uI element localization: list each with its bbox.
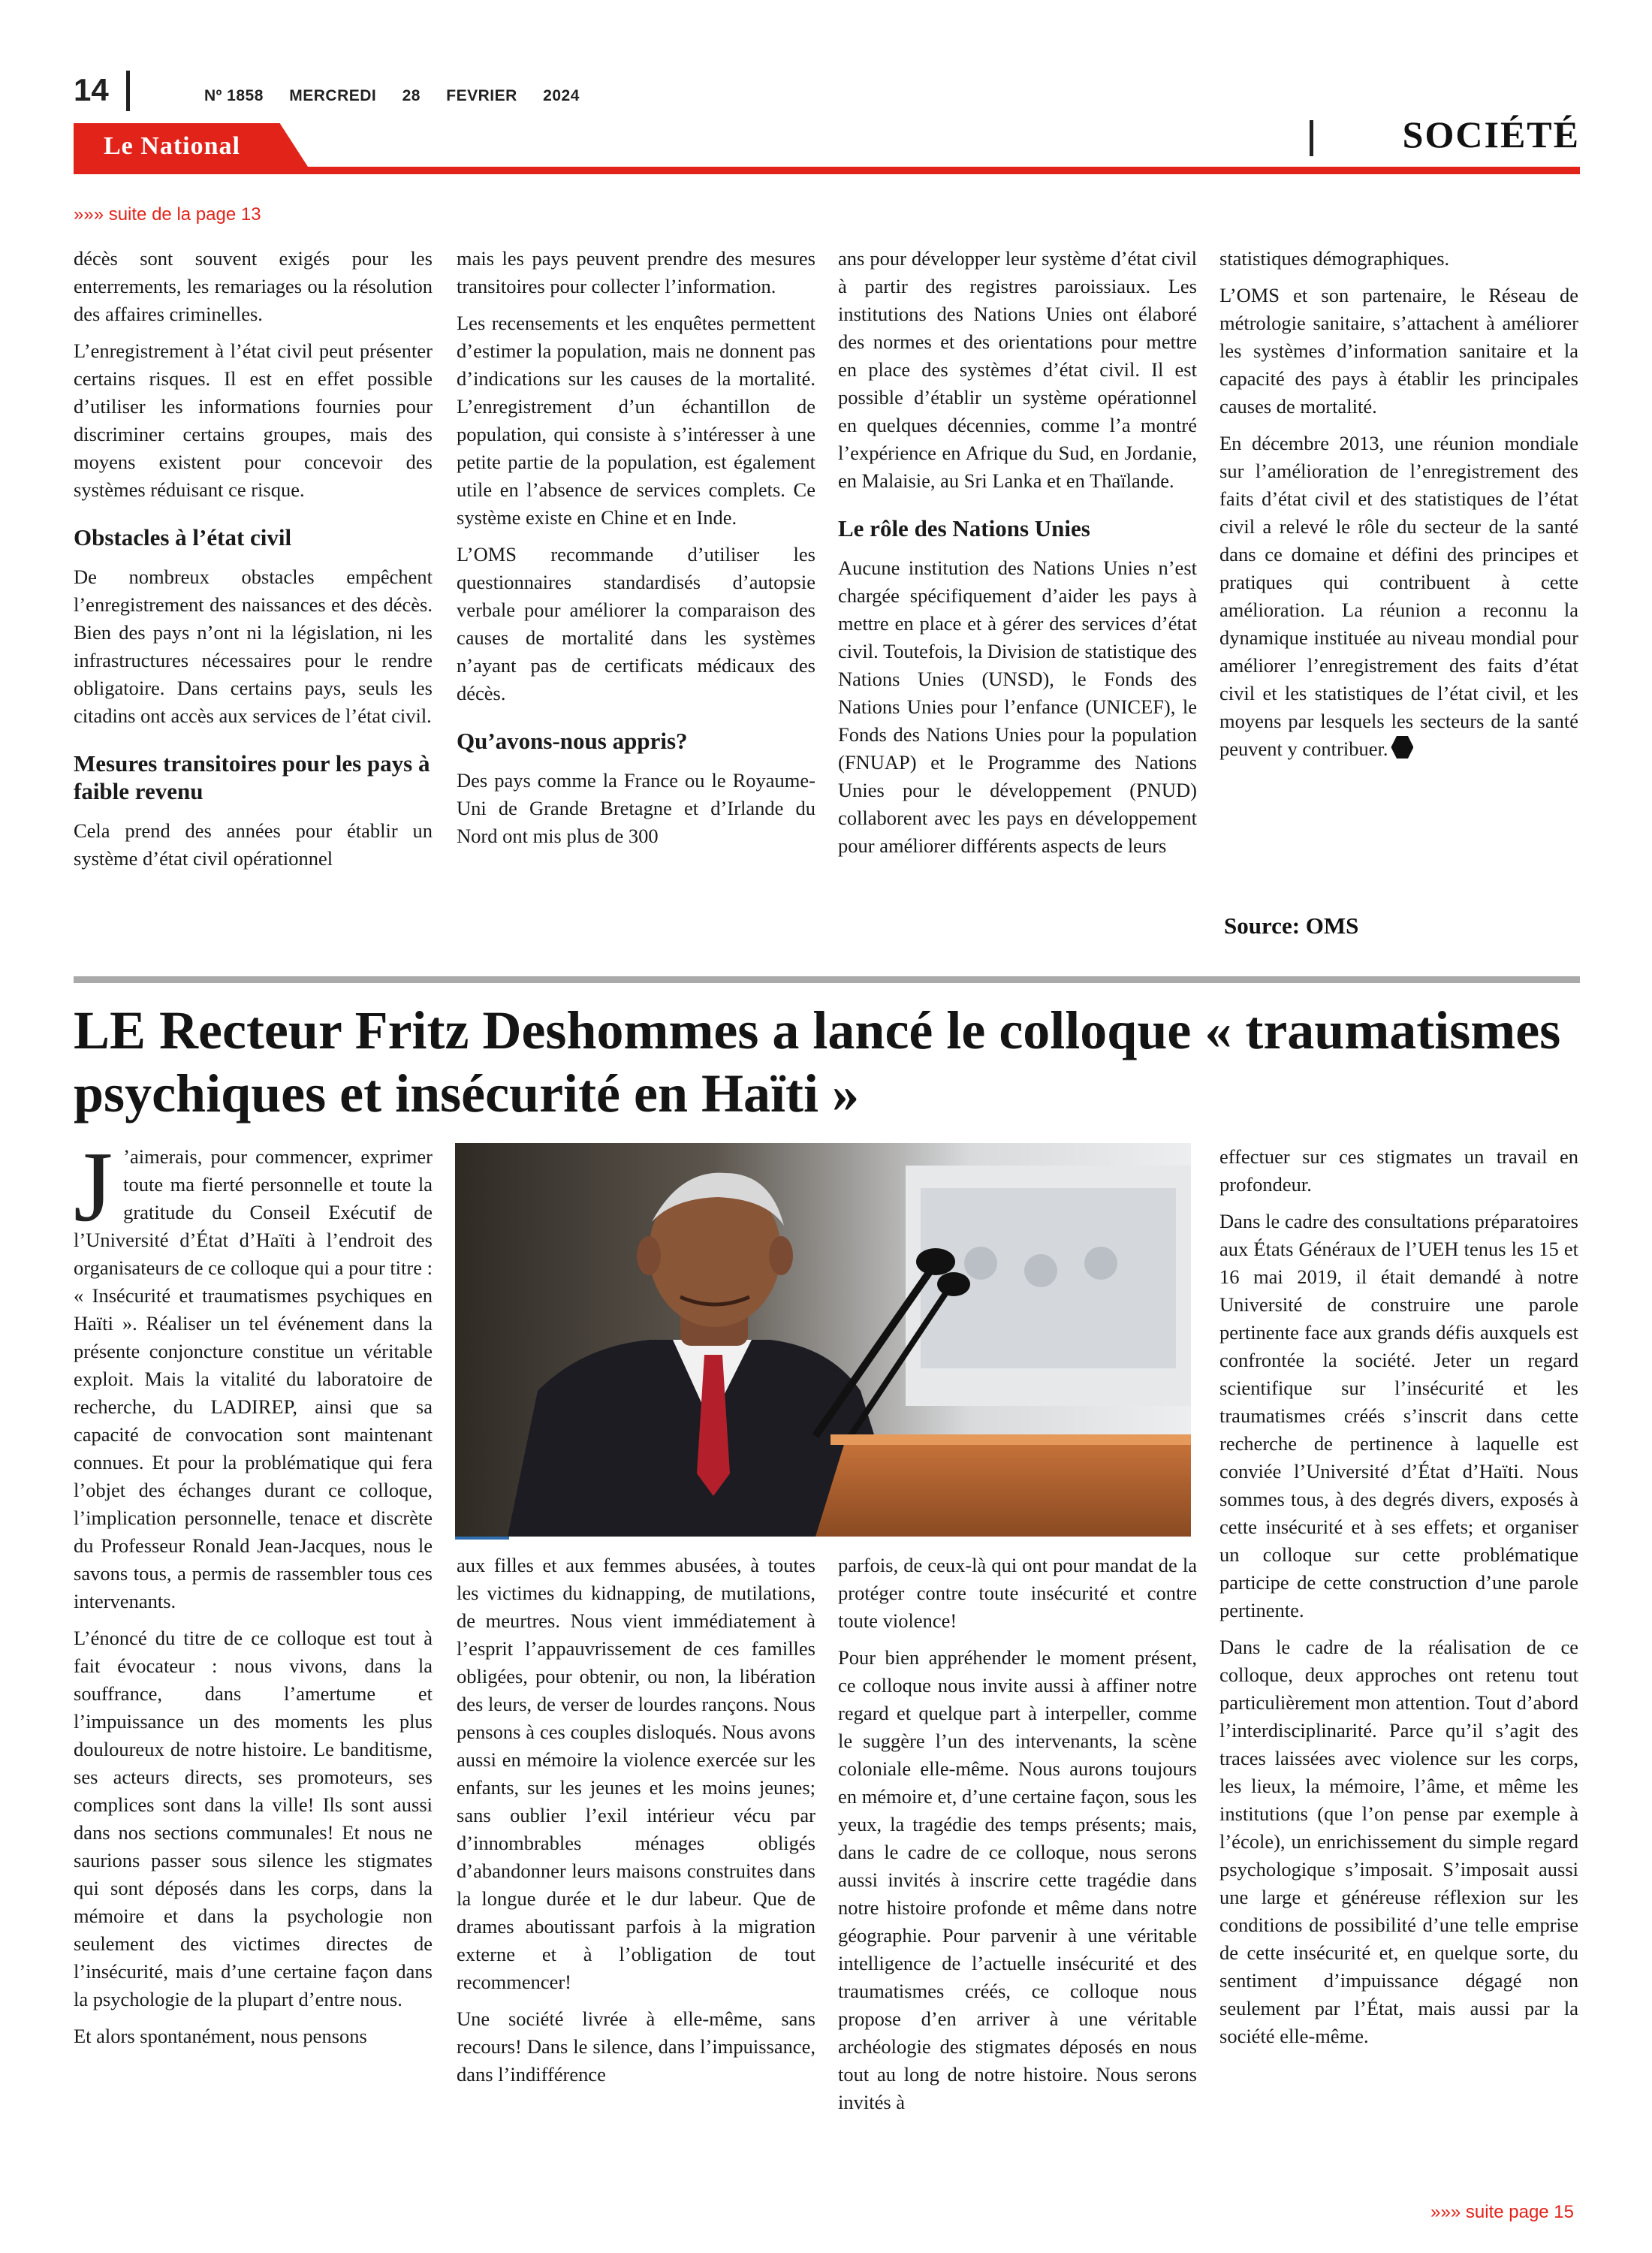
- photo-accent-line: [455, 1537, 509, 1540]
- paragraph: Les recensements et les enquêtes permettent d’estimer la population, mais ne donnent pas d’indications sur les causes de la mortalité. L’enregistrement d’un échantillon de population, qui consiste à s’intéresser à une petite partie de la population, est également utile en l’absence de services complets. Ce système existe en Chine et en Inde.: [457, 312, 815, 529]
- article-photo: [455, 1143, 1191, 1537]
- issue-info: [204, 87, 601, 105]
- drop-cap: J: [74, 1131, 113, 1242]
- top-article-column-3: [838, 245, 1197, 958]
- article-separator: [74, 976, 1580, 983]
- paragraph: effectuer sur ces stigmates un travail en profondeur.: [1219, 1145, 1578, 1196]
- paragraph: L’énoncé du titre de ce colloque est tout à fait évocateur : nous vivons, dans la souffrance, dans l’amertume et l’impuissance un des moments les plus douloureux de notre histoire. Le banditisme, ses acteurs directs, ses promoteurs, ses complices sont dans la ville! Ils sont aussi dans nos sections communales! Et nous ne saurions passer sous silence les stigmates qui sont déposés dans les corps, dans la mémoire et dans la psychologie non seulement des victimes directes de l’insécurité, mais d’une certaine façon dans la psychologie de la plupart d’entre nous.: [74, 1627, 433, 2010]
- paragraph: Cela prend des années pour établir un système d’état civil opérationnel: [74, 819, 433, 870]
- paragraph: Dans le cadre des consultations préparatoires aux États Généraux de l’UEH tenus les 15 et 16 mai 2019, il était demandé à notre Université de construire une parole pertinente face aux grands défis auxquels est confrontée la société. Jeter un regard scientifique sur l’insécurité et les traumatismes créés s’inscrit dans cette recherche de pertinence à laquelle est conviée l’Université d’État d’Haïti. Nous sommes tous, à des degrés divers, exposés à cette insécurité et à ses effets; et organiser un colloque sur cette problématique participe de cette construction d’une parole pertinente.: [1219, 1210, 1578, 1621]
- main-article-column-4: [1219, 1143, 1578, 2059]
- paragraph: L’enregistrement à l’état civil peut présenter certains risques. Il est en effet possible d’utiliser les informations fournies pour discriminer certains groupes, mais des moyens existent pour concevoir des systèmes réduisant ce risque.: [74, 339, 433, 501]
- paragraph: Une société livrée à elle-même, sans recours! Dans le silence, dans l’impuissance, dans l’indifférence: [457, 2007, 815, 2086]
- paragraph: [74, 1131, 433, 1615]
- top-article-column-2: [457, 245, 815, 958]
- paragraph: décès sont souvent exigés pour les enterrements, les remariages ou la résolution des affaires criminelles.: [74, 247, 433, 325]
- main-article-column-1: [74, 1131, 433, 2059]
- paragraph: mais les pays peuvent prendre des mesures transitoires pour collecter l’information.: [457, 247, 815, 297]
- main-article-column-2: [457, 1552, 815, 2098]
- continued-on: »»» suite page 15: [1430, 2202, 1574, 2222]
- issue-number: Nº 1858: [204, 87, 264, 104]
- paragraph-text: En décembre 2013, une réunion mondiale sur l’amélioration de l’enregistrement des faits d’état civil et des statistiques de l’état civil a relevé le rôle du secteur de la santé dans ce domaine et défini des principes et pratiques qui contribuent à cette amélioration. La réunion a reconnu la dynamique instituée au niveau mondial pour améliorer l’enregistrement des faits d’état civil et les statistiques de l’état civil, et les moyens par lesquels les secteurs de la santé peuvent y contribuer.: [1219, 432, 1578, 760]
- article-source: Source: OMS: [1224, 912, 1359, 939]
- paragraph: L’OMS et son partenaire, le Réseau de métrologie sanitaire, s’attachent à améliorer les systèmes d’information sanitaire et la capacité des pays à établir les principales causes de mortalité.: [1219, 284, 1578, 418]
- paragraph: Pour bien appréhender le moment présent, ce colloque nous invite aussi à affiner notre regard et quelque part à interpeller, comme le suggère l’un des intervenants, la scène coloniale elle-même. Nous aurons toujours en mémoire et, d’une certaine façon, sous les yeux, la tragédie des temps présents; mais, dans le cadre de ce colloque, nous serons aussi invités à inscrire cette tragédie dans notre histoire profonde et même dans notre géographie. Pour parvenir à une véritable intelligence de l’actuelle insécurité et des traumatismes créés, ce colloque nous propose d’en arriver à une véritable archéologie des stigmates déposés en nous tout au long de notre histoire. Nous serons invités à: [838, 1646, 1197, 2113]
- paragraph: [1219, 430, 1578, 763]
- paragraph: Et alors spontanément, nous pensons: [74, 2025, 367, 2047]
- section-name: SOCIÉTÉ: [1402, 113, 1580, 155]
- paragraph: Dans le cadre de la réalisation de ce colloque, deux approches ont retenu tout particulièrement mon attention. Tout d’abord l’interdisciplinarité. Parce qu’il s’agit des traces laissées avec violence sur les corps, les lieux, la mémoire, l’âme, et même les institutions (que l’on pense par exemple à l’école), un enrichissement du simple regard psychologique s’imposait. S’imposait aussi une large et généreuse réflexion sur les conditions de possibilité d’une telle emprise de cette insécurité et, en quelque sorte, du sentiment d’impuissance dégagé non seulement par l’État, mais aussi par la société elle-même.: [1219, 1636, 1578, 2047]
- issue-month: FEVRIER: [446, 87, 517, 104]
- brand-name: Le National: [104, 132, 240, 160]
- paragraph: parfois, de ceux-là qui ont pour mandat de la protéger contre toute insécurité et contre toute violence!: [838, 1554, 1197, 1632]
- subheading: Mesures transitoires pour les pays à faible revenu: [74, 750, 430, 804]
- paragraph: aux filles et aux femmes abusées, à toutes les victimes du kidnapping, de mutilations, de meurtres. Nous vient immédiatement à l’esprit l’appauvrissement de ces familles obligées, pour obtenir, ou non, la libération des leurs, de verser de lourdes rançons. Nous pensons à ces couples disloqués. Nous avons aussi en mémoire la violence exercée sur les enfants, sur les jeunes et les moins jeunes; sans oublier l’exil intérieur vécu par d’innombrables ménages obligés d’abandonner leurs maisons construites dans la longue durée et le dur labeur. Que de drames aboutissant parfois à la migration externe et à l’obligation de tout recommencer!: [457, 1554, 815, 1993]
- subheading: Le rôle des Nations Unies: [838, 515, 1090, 541]
- paragraph: ans pour développer leur système d’état civil à partir des registres paroissiaux. Les institutions des Nations Unies ont élaboré des normes et des orientations pour mettre en place des systèmes d’état civil. Il est possible d’établir un système opérationnel en quelques décennies, comme l’a montré l’expérience en Afrique du Sud, en Jordanie, en Malaisie, au Sri Lanka et en Thaïlande.: [838, 247, 1197, 492]
- subheading: Obstacles à l’état civil: [74, 524, 292, 550]
- paragraph: Aucune institution des Nations Unies n’est chargée spécifiquement d’aider les pays à mettre en place et à gérer des services d’état civil. Toutefois, la Division de statistique des Nations Unies (UNSD), le Fonds des Nations Unies pour l’enfance (UNICEF), le Fonds des Nations Unies pour la population (FNUAP) et le Programme des Nations Unies pour le développement (PNUD) collaborent avec les pays en développement pour améliorer différents aspects de leurs: [838, 556, 1197, 857]
- top-article-column-4: [1219, 245, 1578, 958]
- paragraph: statistiques démographiques.: [1219, 247, 1450, 270]
- header-divider: [126, 71, 130, 111]
- paragraph-text: ’aimerais, pour commencer, exprimer toute ma fierté personnelle et toute la gratitude du Conseil Exécutif de l’Université d’État d’Haïti à l’endroit des organisateurs de ce colloque qui a pour titre : « Insécurité et traumatismes psychiques en Haïti ». Réaliser un tel événement dans la présente conjoncture constitue un véritable exploit. Mais la vitalité du laboratoire de recherche, du LADIREP, ainsi que sa capacité de convocation sont maintenant connues. Et pour la problématique qui fera l’objet des échanges durant ce colloque, l’implication personnelle, tenace et discrète du Professeur Ronald Jean-Jacques, nous le savons tous, a permis de rassembler tous ces intervenants.: [74, 1145, 433, 1612]
- issue-year: 2024: [543, 87, 580, 104]
- article-headline: LE Recteur Fritz Deshommes a lancé le colloque « traumatismes psychiques et insécurité en Haïti »: [74, 1000, 1561, 1123]
- top-article-column-1: [74, 245, 433, 958]
- paragraph: Des pays comme la France ou le Royaume-Uni de Grande Bretagne et d’Irlande du Nord ont mis plus de 300: [457, 769, 815, 847]
- header-rule: [74, 167, 1580, 174]
- page-number: 14: [74, 72, 109, 107]
- paragraph: L’OMS recommande d’utiliser les questionnaires standardisés d’autopsie verbale pour améliorer la comparaison des causes de mortalité dans les systèmes n’ayant pas de certificats médicaux des décès.: [457, 543, 815, 704]
- main-article-column-3: [838, 1552, 1197, 2125]
- issue-weekday: MERCREDI: [289, 87, 377, 104]
- end-of-article-icon: [1391, 736, 1413, 759]
- paragraph: De nombreux obstacles empêchent l’enregistrement des naissances et des décès. Bien des pays n’ont ni la législation, ni les infrastructures nécessaires pour le rendre obligatoire. Dans certains pays, seuls les citadins ont accès aux services de l’état civil.: [74, 566, 433, 727]
- issue-day: 28: [402, 87, 421, 104]
- continued-from: »»» suite de la page 13: [74, 204, 261, 225]
- section-divider: [1310, 120, 1313, 156]
- subheading: Qu’avons-nous appris?: [457, 728, 688, 754]
